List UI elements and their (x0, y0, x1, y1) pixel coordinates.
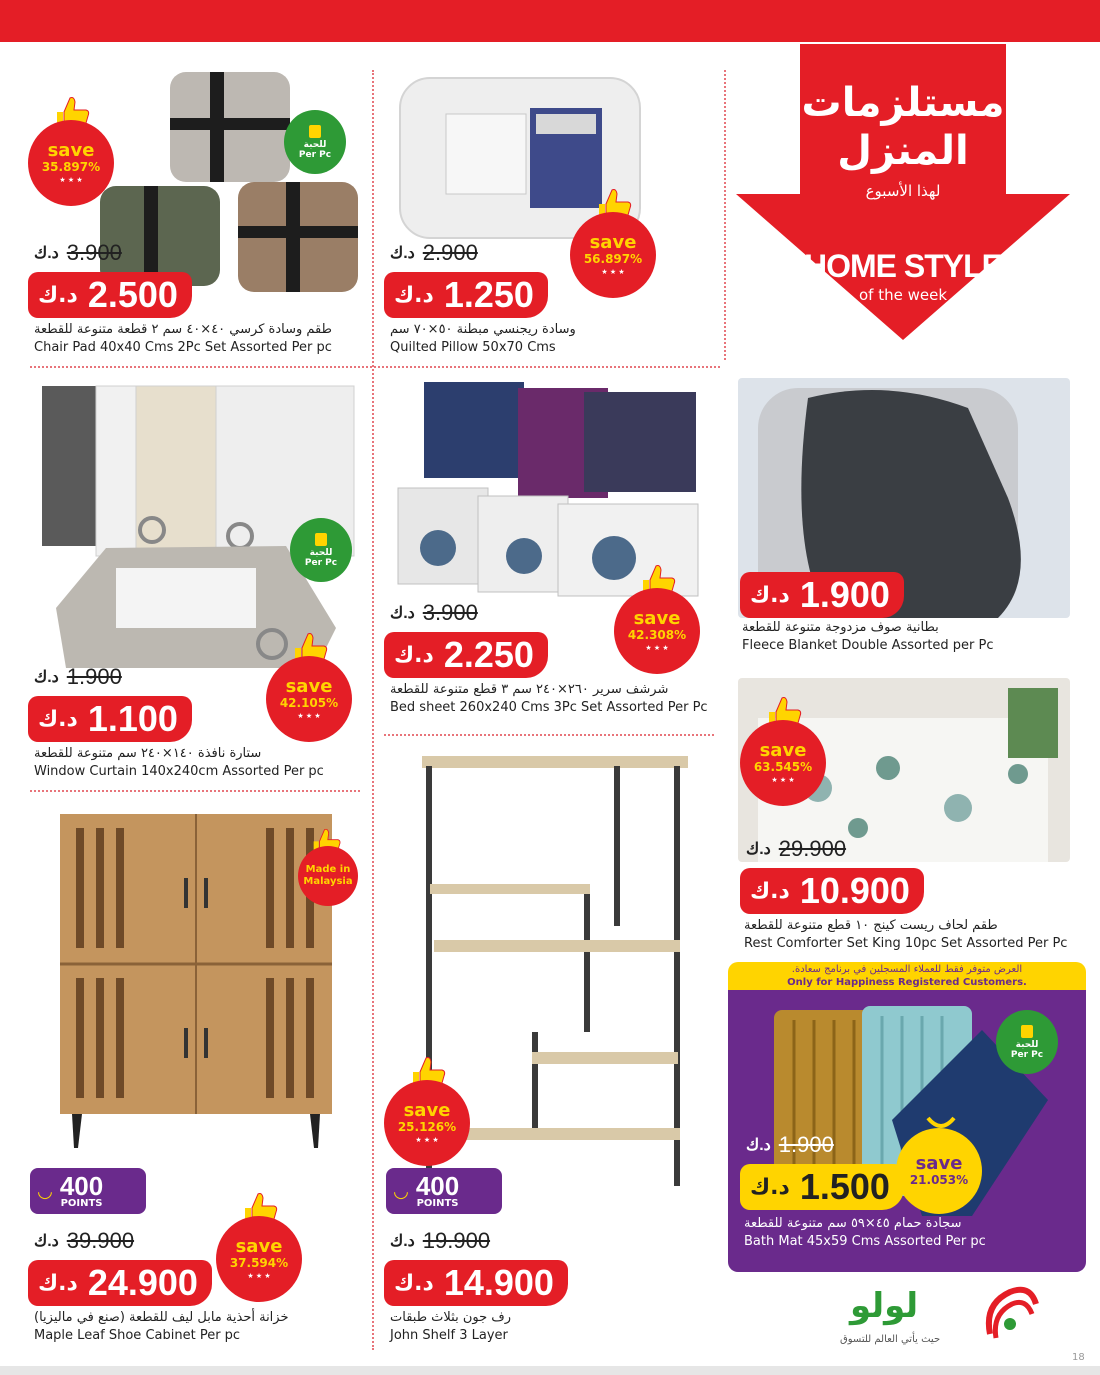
row-divider (30, 790, 360, 792)
logo-name-ar: لولو (850, 1286, 919, 1326)
per-pc-badge: للحبة Per Pc (996, 1010, 1058, 1074)
bottom-bar (0, 1366, 1100, 1375)
sale-price: د.ك 1.500 (740, 1164, 904, 1210)
sale-price: د.ك 2.250 (384, 632, 548, 678)
product-name-ar: ستارة نافذة ١٤٠×٢٤٠ سم متنوعة للقطعة (34, 746, 262, 761)
points-badge: ◡ 400 POINTS (30, 1168, 146, 1214)
hero-title-en: HOME STYLE (803, 248, 1002, 284)
sale-price: د.ك 1.100 (28, 696, 192, 742)
column-divider (372, 70, 374, 1350)
product-name-en: Bath Mat 45x59 Cms Assorted Per pc (744, 1234, 986, 1249)
column-divider (724, 70, 726, 360)
product-name-ar: خزانة أحذية مابل ليف للقطعة (صنع في ماليزيا) (34, 1310, 289, 1325)
sale-price: د.ك 14.900 (384, 1260, 568, 1306)
save-badge: save 42.308% ★ ★ ★ (614, 572, 710, 668)
product-name-ar: طقم لحاف ريست كينج ١٠ قطع متنوعة للقطعة (744, 918, 998, 933)
product-name-en: Fleece Blanket Double Assorted per Pc (742, 638, 994, 653)
old-price: د.ك 39.900 (34, 1228, 135, 1253)
sale-price: د.ك 1.900 (740, 572, 904, 618)
save-badge: save 42.105% ★ ★ ★ (266, 640, 362, 736)
save-badge: save 63.545% ★ ★ ★ (740, 704, 836, 800)
product-name-ar: طقم وسادة كرسي ٤٠×٤٠ سم ٢ قطعة متنوعة للقطعة (34, 322, 332, 337)
home-style-hero-arrow (736, 44, 1070, 340)
product-name-ar: بطانية صوف مزدوجة متنوعة للقطعة (742, 620, 939, 635)
product-name-ar: رف جون بثلاث طبقات (390, 1310, 512, 1325)
per-pc-badge: للحبة Per Pc (284, 110, 346, 174)
happiness-smile-icon: ◡ (38, 1180, 52, 1202)
hero-subtitle-ar: لهذا الأسبوع (865, 182, 941, 200)
old-price: د.ك 3.900 (390, 600, 478, 625)
happiness-notice-en: Only for Happiness Registered Customers. (787, 977, 1027, 988)
per-pc-badge: للحبة Per Pc (290, 518, 352, 582)
happiness-notice-ar: العرض متوفر فقط للعملاء المسجلين في برنامج سعادة. (791, 964, 1023, 975)
save-badge: save 56.897% ★ ★ ★ (570, 196, 666, 292)
row-divider (384, 734, 714, 736)
sale-price: د.ك 2.500 (28, 272, 192, 318)
product-name-en: Bed sheet 260x240 Cms 3Pc Set Assorted Per Pc (390, 700, 708, 715)
product-name-en: Chair Pad 40x40 Cms 2Pc Set Assorted Per pc (34, 340, 332, 355)
old-price: د.ك 29.900 (746, 836, 847, 861)
sale-price: د.ك 1.250 (384, 272, 548, 318)
old-price: د.ك 19.900 (390, 1228, 491, 1253)
old-price: د.ك 1.900 (746, 1132, 834, 1157)
save-badge: save 25.126% ★ ★ ★ (384, 1064, 480, 1160)
top-red-bar (0, 0, 1100, 42)
product-name-ar: سجادة حمام ٤٥×٥٩ سم متنوعة للقطعة (744, 1216, 962, 1231)
old-price: د.ك 3.900 (34, 240, 122, 265)
hero-subtitle-en: of the week (858, 286, 948, 304)
page-number: 18 (1072, 1352, 1085, 1363)
hero-title-ar-2: المنزل (837, 128, 969, 174)
lulu-mark-icon (980, 1284, 1040, 1344)
made-in-malaysia-badge: Made in Malaysia (298, 832, 358, 910)
product-name-en: Window Curtain 140x240cm Assorted Per pc (34, 764, 324, 779)
chair-pad-image[interactable] (90, 66, 362, 298)
old-price: د.ك 1.900 (34, 664, 122, 689)
shoe-cabinet-image[interactable] (56, 808, 336, 1152)
product-name-en: Quilted Pillow 50x70 Cms (390, 340, 556, 355)
save-badge: save 37.594% ★ ★ ★ (216, 1200, 312, 1296)
lulu-logo (830, 1284, 1070, 1364)
sale-price: د.ك 10.900 (740, 868, 924, 914)
product-name-ar: وسادة ريجنسي مبطنة ٥٠×٧٠ سم (390, 322, 576, 337)
happiness-smile-icon: ◡ (394, 1180, 408, 1202)
sale-price: د.ك 24.900 (28, 1260, 212, 1306)
save-badge: save 35.897% ★ ★ ★ (28, 104, 124, 200)
product-name-en: John Shelf 3 Layer (390, 1328, 508, 1343)
save-badge: save 21.053% (896, 1112, 992, 1208)
points-badge: ◡ 400 POINTS (386, 1168, 502, 1214)
product-name-en: Rest Comforter Set King 10pc Set Assorted Per Pc (744, 936, 1068, 951)
old-price: د.ك 2.900 (390, 240, 478, 265)
logo-tagline-ar: حيث يأتي العالم للتسوق (840, 1334, 941, 1345)
product-name-ar: شرشف سرير ٢٦٠×٢٤٠ سم ٣ قطع متنوعة للقطعة (390, 682, 669, 697)
product-name-en: Maple Leaf Shoe Cabinet Per pc (34, 1328, 241, 1343)
row-divider (30, 366, 720, 368)
hero-title-ar-1: مستلزمات (801, 80, 1005, 126)
